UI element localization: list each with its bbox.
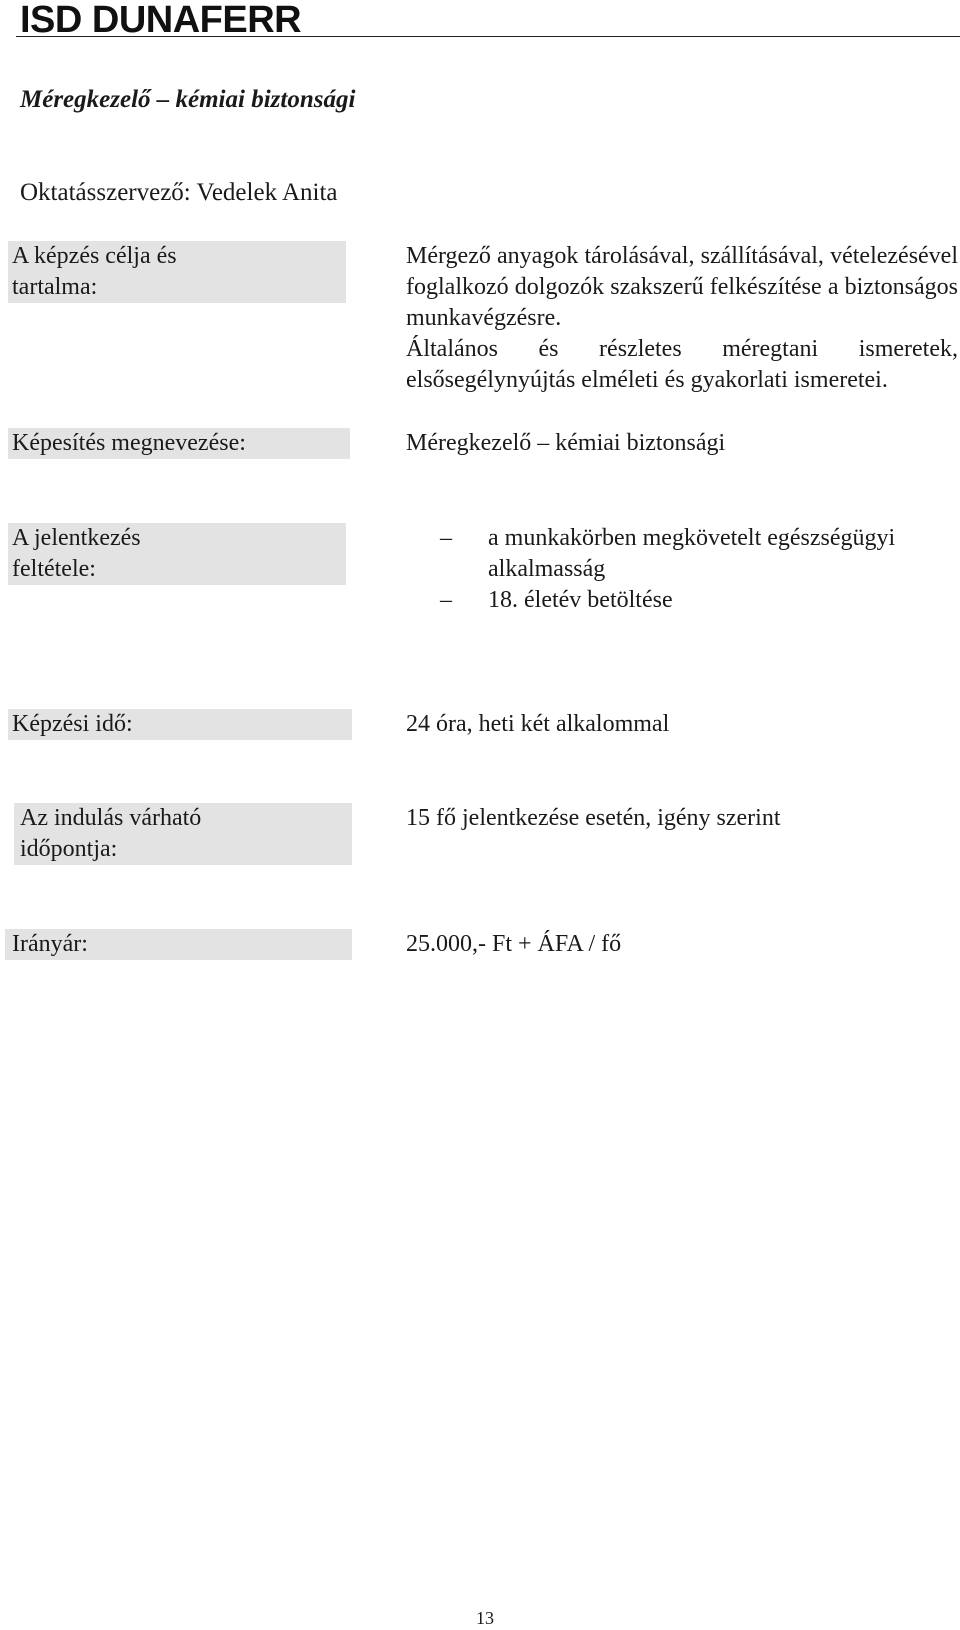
page-number: 13 bbox=[476, 1608, 494, 1628]
purpose-label-line2: tartalma: bbox=[12, 274, 98, 300]
dash-bullet-icon: – bbox=[440, 587, 452, 613]
start-label-line2: időpontja: bbox=[20, 836, 118, 862]
requirements-label bbox=[8, 523, 346, 585]
price-value: 25.000,- Ft + ÁFA / fő bbox=[406, 931, 622, 957]
start-value: 15 fő jelentkezése esetén, igény szerint bbox=[406, 805, 781, 831]
course-title: Méregkezelő – kémiai biztonsági bbox=[20, 86, 356, 113]
price-label: Irányár: bbox=[5, 929, 352, 960]
duration-label: Képzési idő: bbox=[8, 709, 352, 740]
duration-value: 24 óra, heti két alkalommal bbox=[406, 711, 670, 737]
requirement-text: a munkakörben megkövetelt egészségügyi alkalmasság bbox=[488, 525, 896, 582]
requirements-list bbox=[440, 523, 960, 616]
purpose-paragraph-1: Mérgező anyagok tárolásával, szállításával, vételezésével foglalkozó dolgozók szakszerű felkészítése a biztonságos munkavégzésre. bbox=[406, 243, 958, 331]
purpose-value bbox=[406, 241, 958, 396]
qualification-value: Méregkezelő – kémiai biztonsági bbox=[406, 430, 726, 456]
purpose-paragraph-2: Általános és részletes méregtani ismeretek, elsősegélynyújtás elméleti és gyakorlati ismeretei. bbox=[406, 336, 958, 393]
qualification-label: Képesítés megnevezése: bbox=[8, 428, 350, 459]
list-item bbox=[440, 585, 960, 616]
requirements-label-line2: feltétele: bbox=[12, 556, 96, 582]
requirement-text: 18. életév betöltése bbox=[488, 587, 673, 613]
start-label-line1: Az indulás várható bbox=[20, 805, 202, 831]
start-label bbox=[14, 803, 352, 865]
list-item bbox=[440, 523, 960, 585]
dash-bullet-icon: – bbox=[440, 525, 452, 551]
company-logo: ISD DUNAFERR bbox=[20, 0, 302, 41]
purpose-label-line1: A képzés célja és bbox=[12, 243, 177, 269]
header-divider bbox=[16, 36, 960, 37]
purpose-label bbox=[8, 241, 346, 303]
requirements-label-line1: A jelentkezés bbox=[12, 525, 141, 551]
organizer-line: Oktatásszervező: Vedelek Anita bbox=[20, 179, 338, 206]
